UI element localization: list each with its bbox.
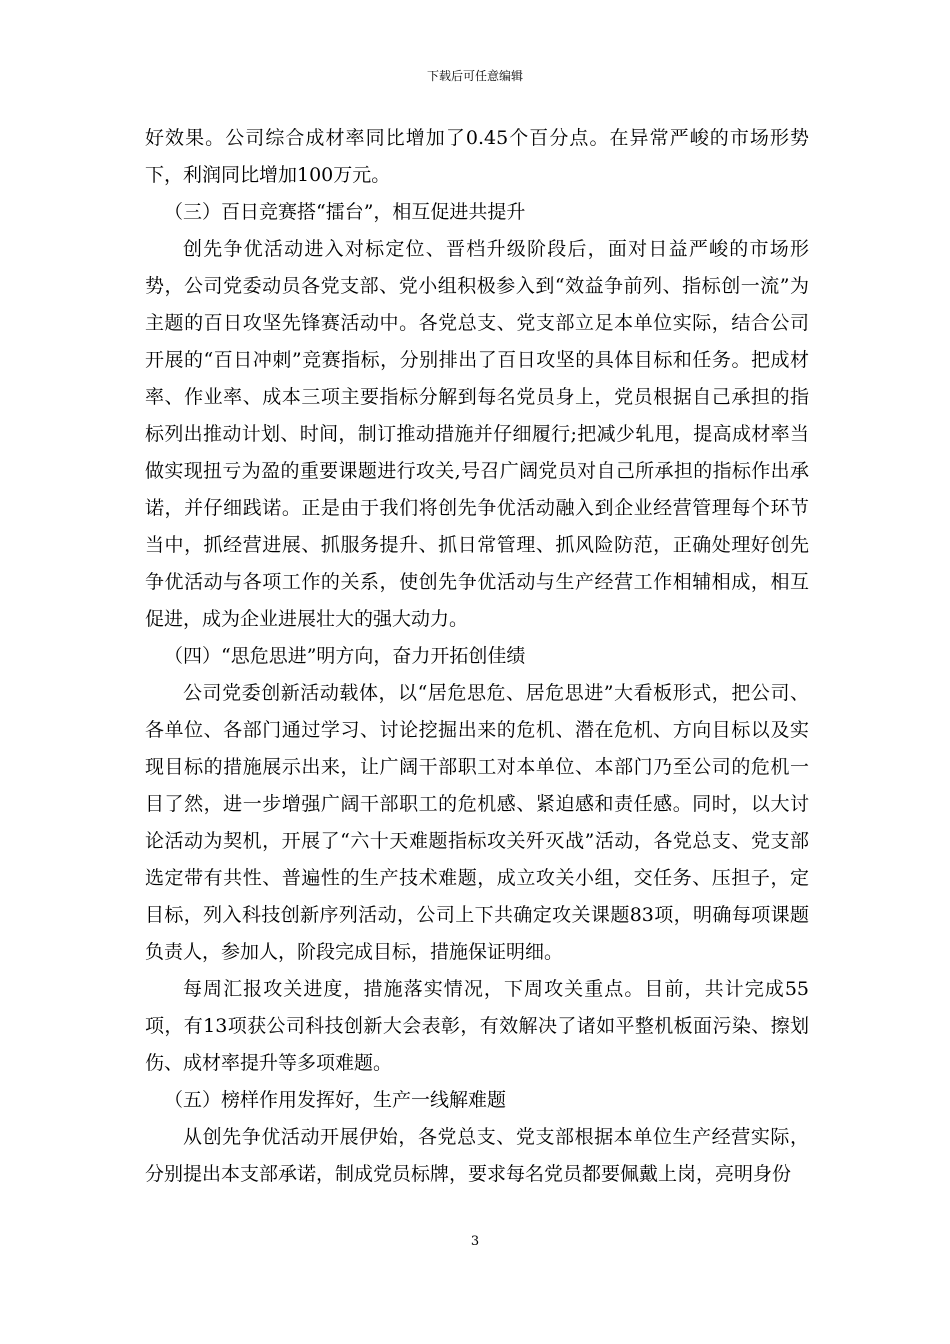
paragraph: 从创先争优活动开展伊始，各党总支、党支部根据本单位生产经营实际，分别提出本支部承诺，制成党员标牌，要求每名党员都要佩戴上岗，亮明身份 <box>145 1126 809 1185</box>
paragraph-continuation: 好效果。公司综合成材率同比增加了0.45个百分点。在异常严峻的市场形势下，利润同比增加100万元。 <box>145 127 809 186</box>
section-heading-5: （五）榜样作用发挥好，生产一线解难题 <box>164 1089 507 1111</box>
paragraph: 每周汇报攻关进度，措施落实情况，下周攻关重点。目前，共计完成55项，有13项获公司科技创新大会表彰，有效解决了诸如平整机板面污染、擦划伤、成材率提升等多项难题。 <box>145 978 809 1074</box>
paragraph: 创先争优活动进入对标定位、晋档升级阶段后，面对日益严峻的市场形势，公司党委动员各党支部、党小组积极参入到“效益争前列、指标创一流”为主题的百日攻坚先锋赛活动中。各党总支、党支部立足本单位实际，结合公司开展的“百日冲刺”竞赛指标，分别排出了百日攻坚的具体目标和任务。把成材率、作业率、成本三项主要指标分解到每名党员身上，党员根据自己承担的指标列出推动计划、时间，制订推动措施并仔细履行;把减少轧甩，提高成材率当做实现扭亏为盈的重要课题进行攻关,号召广阔党员对自己所承担的指标作出承诺，并仔细践诺。正是由于我们将创先争优活动融入到企业经营管理每个环节当中，抓经营进展、抓服务提升、抓日常管理、抓风险防范，正确处理好创先争优活动与各项工作的关系，使创先争优活动与生产经营工作相辅相成，相互促进，成为企业进展壮大的强大动力。 <box>145 238 809 630</box>
section-heading-4: （四）“思危思进”明方向，奋力开拓创佳绩 <box>164 645 526 667</box>
section-heading-3: （三）百日竞赛搭“擂台”，相互促进共提升 <box>164 201 526 223</box>
paragraph: 公司党委创新活动载体，以“居危思危、居危思进”大看板形式，把公司、各单位、各部门通过学习、讨论挖掘出来的危机、潜在危机、方向目标以及实现目标的措施展示出来，让广阔干部职工对本单位、本部门乃至公司的危机一目了然，进一步增强广阔干部职工的危机感、紧迫感和责任感。同时，以大讨论活动为契机，开展了“六十天难题指标攻关歼灭战”活动，各党总支、党支部选定带有共性、普遍性的生产技术难题，成立攻关小组，交任务、压担子，定目标，列入科技创新序列活动，公司上下共确定攻关课题83项，明确每项课题负责人，参加人，阶段完成目标，措施保证明细。 <box>145 682 809 963</box>
page-header: 下载后可任意编辑 <box>426 69 523 83</box>
document-body <box>145 120 809 1193</box>
page-number: 3 <box>470 1234 480 1249</box>
